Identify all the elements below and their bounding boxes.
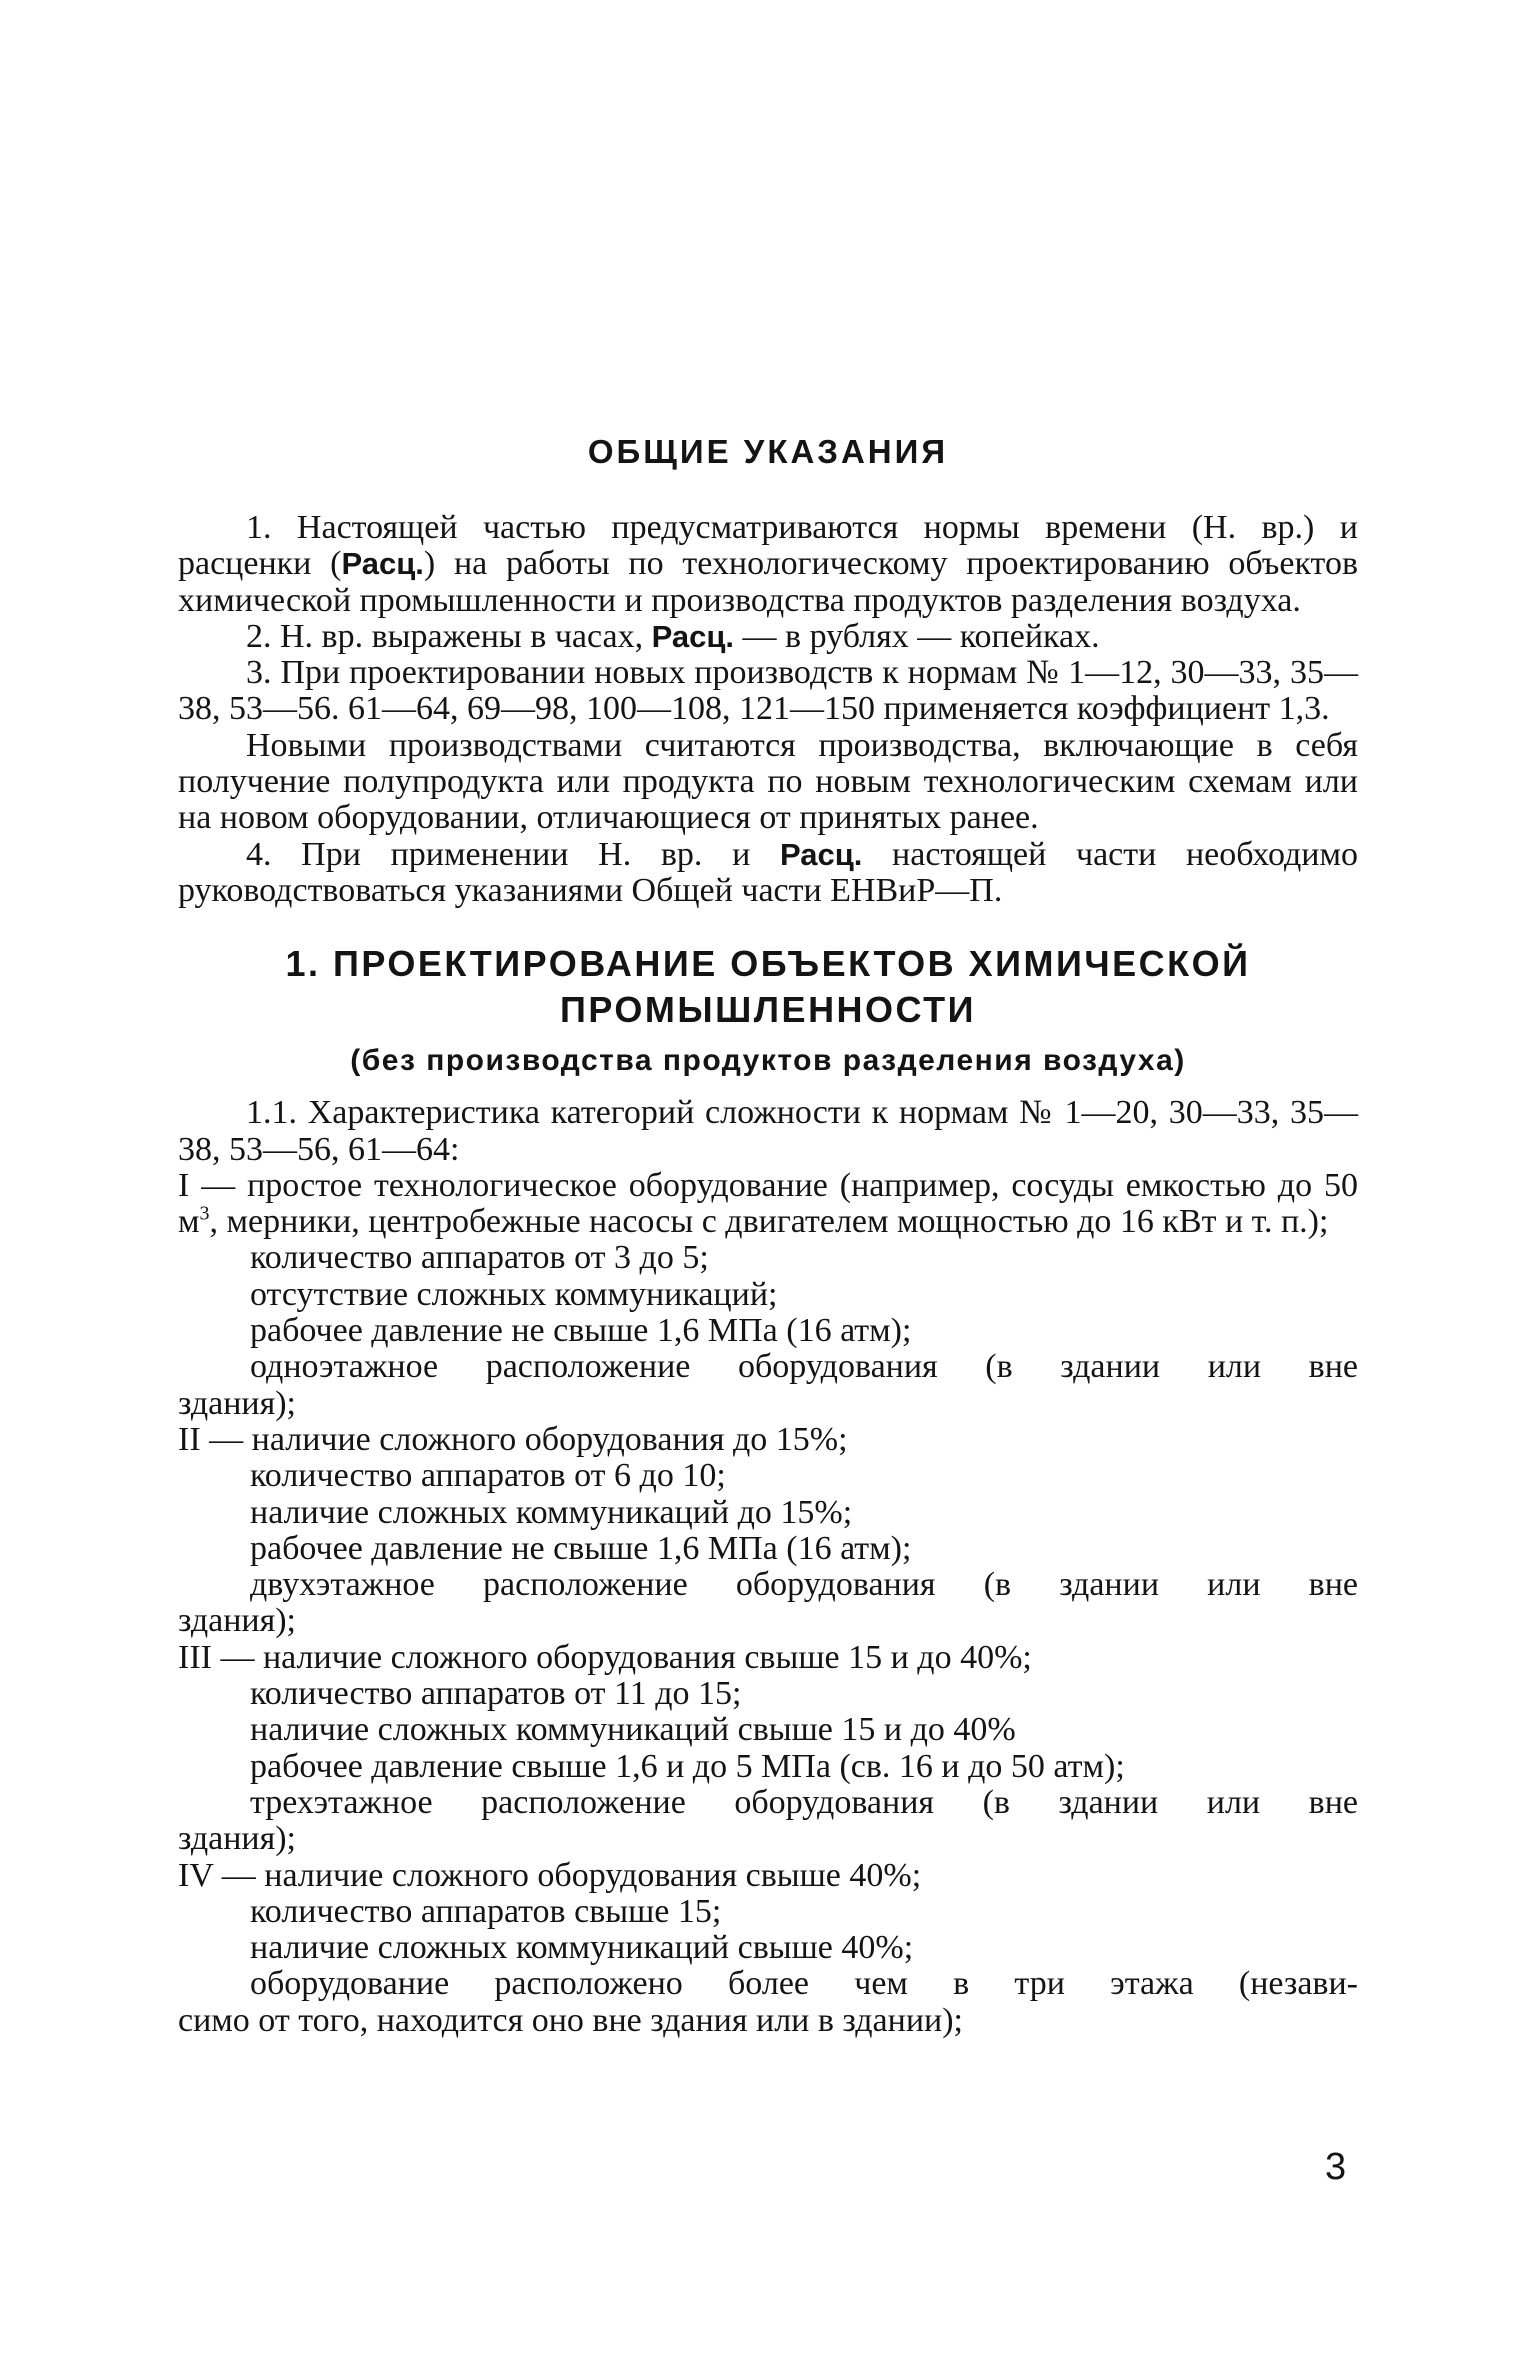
general-paragraph-4: 4. При применении Н. вр. и Расц. настоящей части необходимо руководствоваться указаниями Общей части ЕНВиР—П. [178, 835, 1358, 909]
category-3-item: наличие сложных коммуникаций свыше 15 и до 40% [250, 1711, 1016, 1749]
category-2-item: наличие сложных коммуникаций до 15%; [250, 1493, 853, 1531]
category-1-head: I — простое технологическое оборудование (например, сосуды емкостью до 50 $м^3$, мерники, центробежные насосы с двигателем мощностью до 16 кВт и т. п.); [178, 1166, 1358, 1241]
general-paragraph-2: 2. Н. вр. выражены в часах, Расц. — в рублях — копейках. [246, 617, 1100, 655]
category-4-item-cont: симо от того, находится оно вне здания или в здании); [178, 2001, 963, 2039]
category-1-item: количество аппаратов от 3 до 5; [250, 1239, 709, 1277]
section-subtitle: (без производства продуктов разделения воздуха) [350, 1044, 1186, 1078]
category-1-item: отсутствие сложных коммуникаций; [250, 1275, 778, 1313]
category-2-head: II — наличие сложного оборудования до 15%; [178, 1420, 848, 1458]
page-content [178, 432, 1358, 2039]
page-number: 3 [1325, 2146, 1347, 2188]
general-paragraph-1: 1. Настоящей частью предусматриваются нормы времени (Н. вр.) и расценки (Расц.) на работы по технологическому проектированию объектов химической промышленности и производства продуктов разделения воздуха. [178, 509, 1359, 619]
category-2-item: количество аппаратов от 6 до 10; [250, 1457, 726, 1495]
category-3-item: трехэтажное расположение оборудования (в здании или вне [250, 1783, 1358, 1821]
general-paragraph-3: 3. При проектировании новых производств к нормам № 1—12, 30—33, 35—38, 53—56. 61—64, 69—98, 100—108, 121—150 применяется коэффициент 1,3. [178, 654, 1358, 728]
category-2-item: рабочее давление не свыше 1,6 МПа (16 атм); [250, 1529, 912, 1567]
category-4-item: количество аппаратов свыше 15; [250, 1892, 722, 1930]
category-1-item: рабочее давление не свыше 1,6 МПа (16 атм); [250, 1312, 912, 1350]
category-2-item: двухэтажное расположение оборудования (в здании или вне [250, 1566, 1358, 1604]
section-title: 1. ПРОЕКТИРОВАНИЕ ОБЪЕКТОВ ХИМИЧЕСКОЙ ПРОМЫШЛЕННОСТИ [285, 943, 1251, 1031]
category-3-item: рабочее давление свыше 1,6 и до 5 МПа (св. 16 и до 50 атм); [250, 1747, 1125, 1785]
category-4-item: наличие сложных коммуникаций свыше 40%; [250, 1929, 914, 1967]
category-2-item-cont: здания); [178, 1602, 297, 1640]
category-3-head: III — наличие сложного оборудования свыше 15 и до 40%; [178, 1638, 1032, 1676]
category-4-head: IV — наличие сложного оборудования свыше 40%; [178, 1856, 922, 1894]
general-paragraph-3b: Новыми производствами считаются производства, включающие в себя получение полупродукта или продукта по новым технологическим схемам или на новом оборудовании, отличающиеся от принятых ранее. [178, 726, 1358, 837]
category-3-item-cont: здания); [178, 1820, 297, 1858]
category-4-item: оборудование расположено более чем в три этажа (незави- [250, 1965, 1358, 2003]
category-1-item-cont: здания); [178, 1384, 297, 1422]
category-3-item: количество аппаратов от 11 до 15; [250, 1675, 742, 1713]
category-1-item: одноэтажное расположение оборудования (в здании или вне [250, 1348, 1358, 1386]
section-intro: 1.1. Характеристика категорий сложности к нормам № 1—20, 30—33, 35—38, 53—56, 61—64: [178, 1094, 1358, 1168]
general-title: ОБЩИЕ УКАЗАНИЯ [587, 433, 949, 470]
